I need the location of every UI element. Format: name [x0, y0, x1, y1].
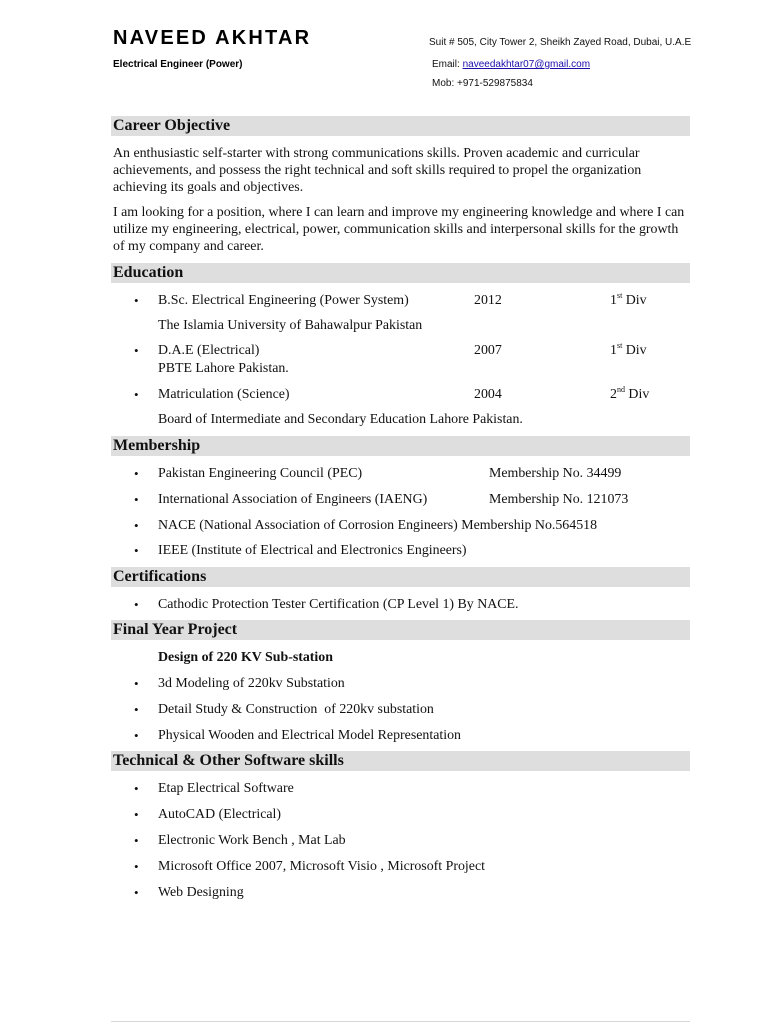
- section-heading: Membership: [113, 437, 201, 454]
- education-institute: PBTE Lahore Pakistan.: [158, 361, 289, 376]
- bullet: •: [134, 885, 139, 900]
- education-degree: D.A.E (Electrical): [158, 343, 260, 358]
- skill-item: Microsoft Office 2007, Microsoft Visio , Microsoft Project: [158, 859, 485, 874]
- certification-item: Cathodic Protection Tester Certification (CP Level 1) By NACE.: [158, 597, 519, 612]
- section-final-year-project: [111, 620, 690, 640]
- skill-item: Web Designing: [158, 885, 244, 900]
- bullet: •: [134, 807, 139, 822]
- bullet: •: [134, 543, 139, 558]
- section-skills: [111, 751, 690, 771]
- candidate-title: Electrical Engineer (Power): [113, 59, 243, 70]
- email-label: Email:: [432, 59, 460, 70]
- bullet: •: [134, 676, 139, 691]
- section-membership: [111, 436, 690, 456]
- bullet: •: [134, 343, 139, 358]
- education-institute: The Islamia University of Bahawalpur Pakistan: [158, 318, 423, 333]
- education-division: 1st Div: [610, 341, 647, 358]
- education-division: 2nd Div: [610, 385, 650, 402]
- bullet: •: [134, 833, 139, 848]
- bullet: •: [134, 387, 139, 402]
- section-heading: Career Objective: [113, 117, 231, 134]
- skill-item: AutoCAD (Electrical): [158, 807, 282, 822]
- bullet: •: [134, 466, 139, 481]
- section-heading: Education: [113, 264, 184, 281]
- objective-paragraph-1: An enthusiastic self-starter with strong communications skills. Proven academic and curricular achievements, and possess the right technical and soft skills required to propel the organization achieving its goals and objectives.: [113, 146, 642, 195]
- bullet: •: [134, 293, 139, 308]
- education-division: 1st Div: [610, 291, 647, 308]
- project-title: Design of 220 KV Sub-station: [158, 650, 333, 665]
- membership-org: International Association of Engineers (IAENG): [158, 492, 428, 507]
- project-item: Physical Wooden and Electrical Model Representation: [158, 728, 461, 743]
- email-link[interactable]: naveedakhtar07@gmail.com: [462, 59, 591, 70]
- objective-paragraph-2: I am looking for a position, where I can learn and improve my engineering knowledge and where I can utilize my engineering, electrical, power, communication skills and interpersonal skills for the growth of my company and career.: [113, 205, 685, 254]
- candidate-name: NAVEED AKHTAR: [113, 27, 312, 49]
- section-heading: Final Year Project: [113, 621, 238, 638]
- bullet: •: [134, 492, 139, 507]
- bullet: •: [134, 728, 139, 743]
- project-item: 3d Modeling of 220kv Substation: [158, 676, 345, 691]
- bullet: •: [134, 702, 139, 717]
- section-education: [111, 263, 690, 283]
- education-year: 2012: [474, 293, 502, 308]
- membership-number: Membership No. 121073: [489, 492, 629, 507]
- skill-item: Etap Electrical Software: [158, 781, 294, 796]
- email-line: [432, 59, 590, 70]
- bullet: •: [134, 859, 139, 874]
- address: Suit # 505, City Tower 2, Sheikh Zayed Road, Dubai, U.A.E: [429, 37, 692, 48]
- section-career-objective: [111, 116, 690, 136]
- education-degree: B.Sc. Electrical Engineering (Power System): [158, 293, 409, 308]
- education-year: 2004: [474, 387, 502, 402]
- membership-org: Pakistan Engineering Council (PEC): [158, 466, 363, 481]
- membership-org: NACE (National Association of Corrosion Engineers) Membership No.564518: [158, 518, 598, 533]
- education-year: 2007: [474, 343, 502, 358]
- bullet: •: [134, 518, 139, 533]
- education-institute: Board of Intermediate and Secondary Education Lahore Pakistan.: [158, 412, 523, 427]
- bullet: •: [134, 597, 139, 612]
- education-degree: Matriculation (Science): [158, 387, 290, 402]
- membership-number: Membership No. 34499: [489, 466, 622, 481]
- project-item: Detail Study & Construction of 220kv substation: [158, 702, 434, 717]
- page-bottom-rule: [111, 1021, 690, 1022]
- section-certifications: [111, 567, 690, 587]
- bullet: •: [134, 781, 139, 796]
- mobile: Mob: +971-529875834: [432, 78, 533, 89]
- skill-item: Electronic Work Bench , Mat Lab: [158, 833, 346, 848]
- section-heading: Technical & Other Software skills: [113, 752, 344, 769]
- membership-org: IEEE (Institute of Electrical and Electronics Engineers): [158, 543, 467, 558]
- section-heading: Certifications: [113, 568, 207, 585]
